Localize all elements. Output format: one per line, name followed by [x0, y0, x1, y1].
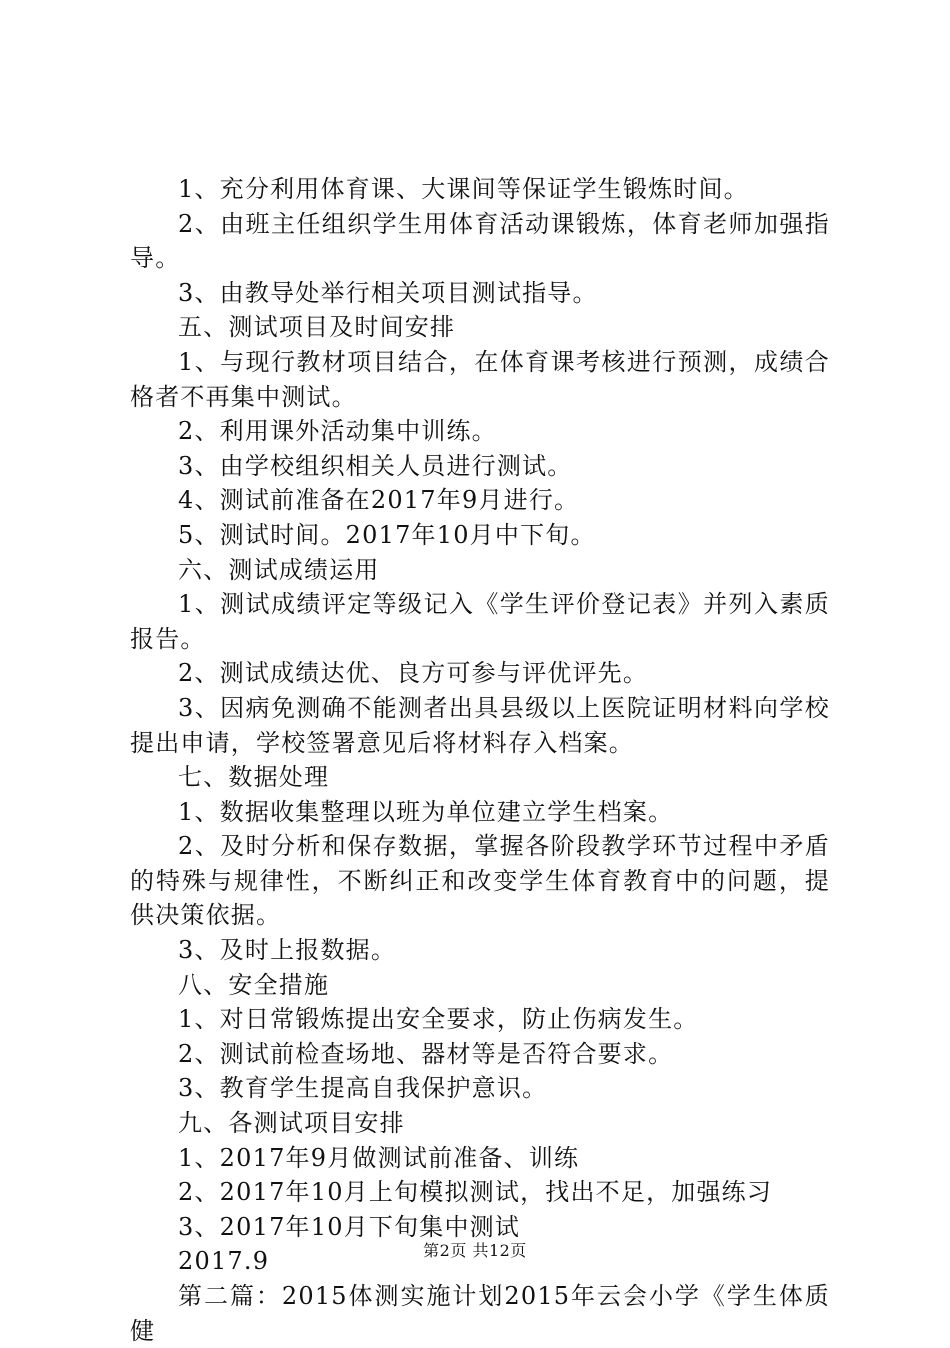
section-heading: 八、安全措施	[178, 970, 330, 999]
paragraph: 1、数据收集整理以班为单位建立学生档案。	[178, 797, 674, 826]
paragraph: 1、对日常锻炼提出安全要求，防止伤病发生。	[178, 1005, 699, 1034]
document-body	[130, 172, 830, 1348]
paragraph: 3、因病免测确不能测者出具县级以上医院证明材料向学校提出申请，学校签署意见后将材料存入档案。	[130, 693, 830, 757]
page-footer	[0, 1240, 950, 1262]
paragraph: 2、由班主任组织学生用体育活动课锻炼，体育老师加强指导。	[130, 209, 830, 273]
document-date: 2017.9	[178, 1247, 270, 1276]
paragraph: 3、由教导处举行相关项目测试指导。	[178, 278, 598, 307]
section-heading: 六、测试成绩运用	[178, 555, 380, 584]
section-heading: 七、数据处理	[178, 763, 330, 792]
paragraph: 2、2017年10月上旬模拟测试，找出不足，加强练习	[178, 1178, 773, 1207]
paragraph: 2、利用课外活动集中训练。	[178, 417, 497, 446]
paragraph: 2、测试前检查场地、器材等是否符合要求。	[178, 1039, 674, 1068]
paragraph: 1、测试成绩评定等级记入《学生评价登记表》并列入素质报告。	[130, 590, 830, 653]
paragraph: 5、测试时间。2017年10月中下旬。	[178, 520, 596, 549]
paragraph: 3、2017年10月下旬集中测试	[178, 1212, 521, 1241]
paragraph: 3、由学校组织相关人员进行测试。	[178, 451, 573, 480]
section-heading: 九、各测试项目安排	[178, 1109, 405, 1138]
paragraph: 3、教育学生提高自我保护意识。	[178, 1074, 548, 1103]
paragraph: 2、测试成绩达优、良方可参与评优评先。	[178, 659, 649, 688]
next-article-title: 第二篇：2015体测实施计划2015年云会小学《学生体质健	[130, 1282, 830, 1345]
page-number: 第2页 共12页	[423, 1241, 527, 1260]
paragraph: 1、2017年9月做测试前准备、训练	[178, 1143, 580, 1172]
paragraph: 2、及时分析和保存数据，掌握各阶段教学环节过程中矛盾的特殊与规律性，不断纠正和改变学生体育教育中的问题，提供决策依据。	[130, 832, 830, 930]
paragraph: 1、充分利用体育课、大课间等保证学生锻炼时间。	[178, 175, 749, 203]
paragraph: 1、与现行教材项目结合，在体育课考核进行预测，成绩合格者不再集中测试。	[130, 347, 830, 411]
paragraph: 3、及时上报数据。	[178, 936, 397, 965]
paragraph: 4、测试前准备在2017年9月进行。	[178, 486, 580, 515]
section-heading: 五、测试项目及时间安排	[178, 313, 456, 342]
